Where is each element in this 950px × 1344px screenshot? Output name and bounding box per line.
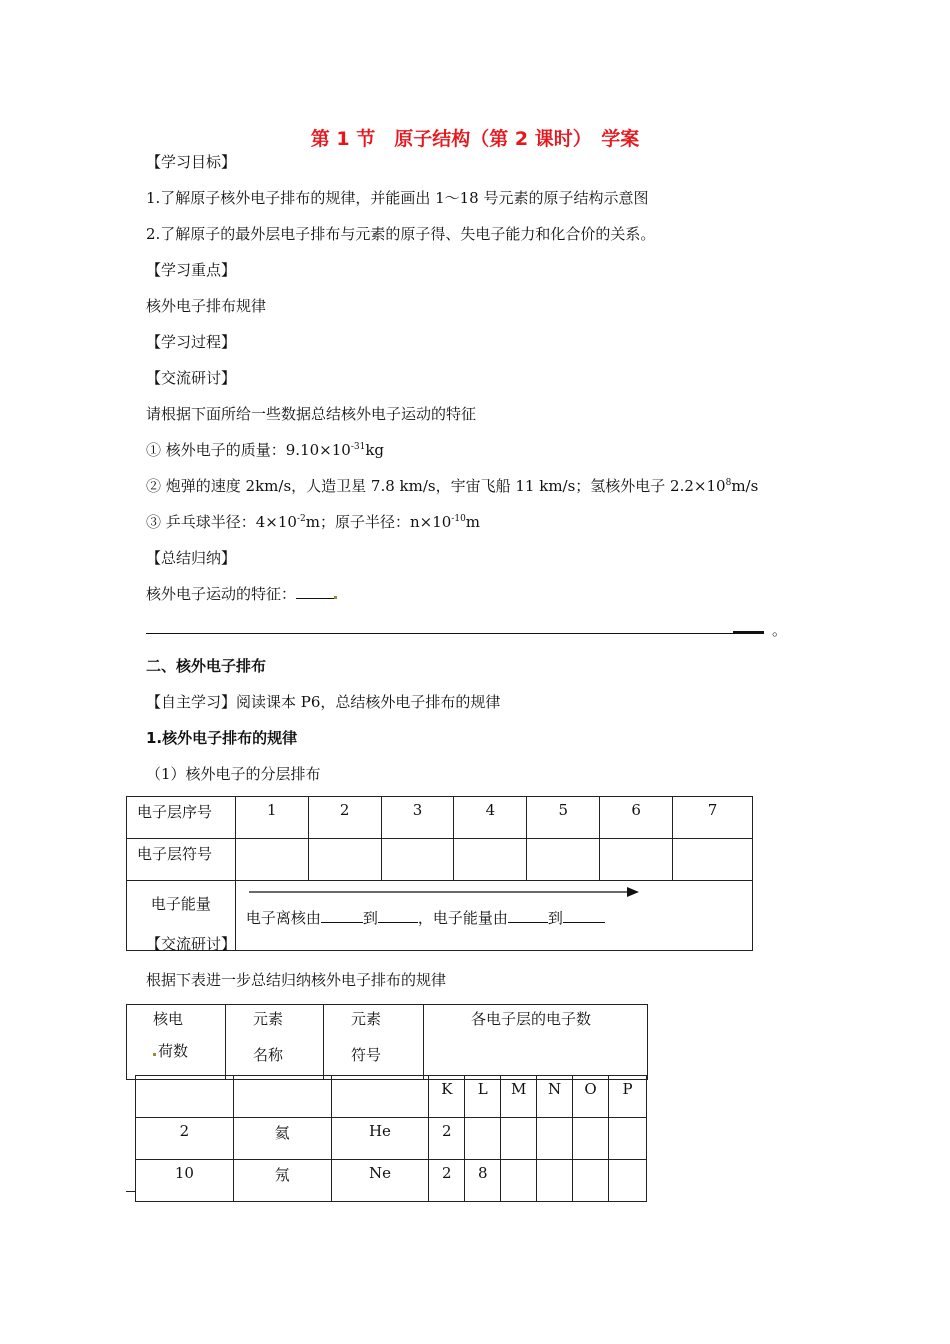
shell-number-cell: 3: [381, 797, 454, 839]
arrow-right-icon: [249, 885, 639, 899]
element-name-cell: 氦: [233, 1118, 331, 1160]
sub-heading-rules: 1.核外电子排布的规律: [146, 729, 298, 747]
summary-line: [146, 584, 337, 604]
empty-cell: [331, 1076, 429, 1118]
shell-number-cell: 4: [454, 797, 527, 839]
answer-line-period: 。: [772, 621, 788, 639]
shell-cell: [609, 1118, 647, 1160]
shell-n-header: N: [537, 1076, 573, 1118]
objective-1: 1.了解原子核外电子排布的规律，并能画出 1～18 号元素的原子结构示意图: [146, 189, 649, 207]
data-3-mid: m；原子半径：n×10: [305, 513, 452, 531]
discussion-intro: 请根据下面所给一些数据总结核外电子运动的特征: [146, 405, 477, 423]
header-divider: [225, 1005, 226, 1079]
shell-number-cell: 2: [308, 797, 381, 839]
section-process: 【学习过程】: [146, 333, 237, 351]
table-underline-stub: [126, 1191, 136, 1192]
shell-cell: [573, 1160, 609, 1202]
header-charge-2: [153, 1041, 188, 1061]
shell-o-header: O: [573, 1076, 609, 1118]
table-row: [127, 797, 753, 839]
table-row: [136, 1076, 647, 1118]
energy-text: [246, 907, 605, 928]
header-name-1: 元素: [253, 1010, 284, 1028]
energy-blank-1[interactable]: [321, 908, 363, 923]
section-discussion-2: 【交流研讨】: [146, 935, 237, 953]
objective-2: 2.了解原子的最外层电子排布与元素的原子得、失电子能力和化合价的关系。: [146, 225, 656, 243]
shell-cell: [501, 1160, 537, 1202]
data-line-3: [146, 512, 480, 532]
dot-mark: [153, 1053, 156, 1056]
shell-symbol-cell[interactable]: [600, 839, 673, 881]
shell-number-cell: 6: [600, 797, 673, 839]
data-1-unit: kg: [365, 441, 385, 459]
data-3-text: ③ 乒乓球半径：4×10: [146, 513, 297, 531]
data-1-text: ① 核外电子的质量：9.10×10: [146, 441, 351, 459]
shell-symbol-label: 电子层符号: [127, 839, 236, 881]
empty-cell: [233, 1076, 331, 1118]
section-summary: 【总结归纳】: [146, 549, 237, 567]
element-table: [135, 1075, 647, 1202]
section-discussion: 【交流研讨】: [146, 369, 237, 387]
header-charge-2-text: 荷数: [158, 1042, 189, 1060]
data-1-exponent: -31: [350, 442, 366, 452]
heading-electron-arrangement: 二、核外电子排布: [146, 657, 267, 675]
energy-blank-3[interactable]: [508, 908, 548, 923]
shell-p-header: P: [609, 1076, 647, 1118]
data-3-exponent-2: -10: [451, 514, 466, 524]
element-name-cell: 氖: [233, 1160, 331, 1202]
data-2-unit: m/s: [731, 477, 759, 495]
data-2-exponent: 8: [725, 478, 732, 488]
shell-k-cell: 2: [429, 1160, 465, 1202]
dot-mark: [334, 596, 337, 599]
shell-l-cell: [465, 1118, 501, 1160]
energy-blank-2[interactable]: [378, 908, 418, 923]
summary-blank[interactable]: [296, 584, 334, 599]
shell-symbol-cell[interactable]: [454, 839, 527, 881]
data-3-exponent: -2: [296, 514, 306, 524]
shell-symbol-cell[interactable]: [381, 839, 454, 881]
self-study: 【自主学习】阅读课本 P6，总结核外电子排布的规律: [146, 693, 501, 711]
energy-cell: [235, 881, 752, 951]
section-focus: 【学习重点】: [146, 261, 237, 279]
shell-symbol-cell[interactable]: [308, 839, 381, 881]
element-table-header: [126, 1004, 648, 1080]
answer-line-end: [733, 631, 764, 633]
table-row: [136, 1160, 647, 1202]
page-title: 第 1 节 原子结构（第 2 课时） 学案: [310, 128, 640, 150]
shell-l-header: L: [465, 1076, 501, 1118]
data-line-2: [146, 476, 758, 496]
shell-m-header: M: [501, 1076, 537, 1118]
energy-label: 电子能量: [127, 881, 236, 951]
energy-part-1: 电子离核由: [245, 909, 321, 927]
shell-cell: [537, 1118, 573, 1160]
sub-heading-layers: （1）核外电子的分层排布: [146, 765, 321, 783]
shell-k-cell: 2: [429, 1118, 465, 1160]
header-name-2: 名称: [253, 1046, 284, 1064]
header-shells: 各电子层的电子数: [471, 1010, 592, 1028]
charge-cell: 10: [136, 1160, 234, 1202]
data-line-1: [146, 440, 384, 460]
shell-number-cell: 5: [527, 797, 600, 839]
focus-text: 核外电子排布规律: [146, 297, 267, 315]
discussion-2-intro: 根据下表进一步总结归纳核外电子排布的规律: [146, 971, 447, 989]
energy-part-2: 到: [362, 909, 378, 927]
shell-cell: [609, 1160, 647, 1202]
data-3-unit: m: [465, 513, 481, 531]
table-row: [127, 839, 753, 881]
shell-cell: [537, 1160, 573, 1202]
shell-k-header: K: [429, 1076, 465, 1118]
electron-shell-table: [126, 796, 753, 951]
header-charge-1: 核电: [153, 1010, 184, 1028]
shell-number-label: 电子层序号: [127, 797, 236, 839]
shell-cell: [573, 1118, 609, 1160]
summary-text: 核外电子运动的特征：: [146, 585, 297, 603]
shell-cell: [501, 1118, 537, 1160]
header-divider: [323, 1005, 324, 1079]
answer-line[interactable]: [146, 633, 764, 634]
empty-cell: [136, 1076, 234, 1118]
element-symbol-cell: Ne: [331, 1160, 429, 1202]
shell-symbol-cell[interactable]: [673, 839, 753, 881]
energy-part-3: ，电子能量由: [417, 909, 508, 927]
element-symbol-cell: He: [331, 1118, 429, 1160]
energy-blank-4[interactable]: [563, 908, 605, 923]
header-symbol-2: 符号: [351, 1046, 382, 1064]
charge-cell: 2: [136, 1118, 234, 1160]
section-objectives: 【学习目标】: [146, 153, 237, 171]
shell-symbol-cell[interactable]: [235, 839, 308, 881]
header-divider: [423, 1005, 424, 1079]
shell-l-cell: 8: [465, 1160, 501, 1202]
shell-number-cell: 7: [673, 797, 753, 839]
table-row: [136, 1118, 647, 1160]
data-2-text: ② 炮弹的速度 2km/s，人造卫星 7.8 km/s，宇宙飞船 11 km/s；氢核外电子 2.2×10: [146, 477, 726, 495]
shell-number-cell: 1: [235, 797, 308, 839]
header-symbol-1: 元素: [351, 1010, 382, 1028]
energy-part-4: 到: [547, 909, 563, 927]
shell-symbol-cell[interactable]: [527, 839, 600, 881]
